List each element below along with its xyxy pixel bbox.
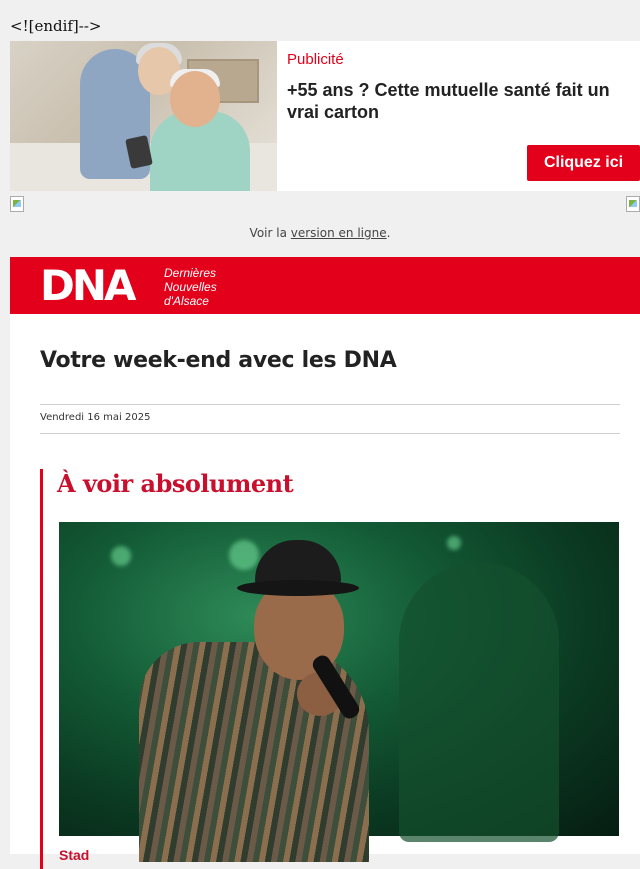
ad-body bbox=[277, 41, 640, 191]
next-item-label[interactable]: Stad bbox=[59, 847, 90, 863]
ad-banner[interactable] bbox=[10, 41, 640, 191]
logo-line-2: Nouvelles bbox=[164, 280, 217, 294]
divider bbox=[40, 404, 620, 405]
ad-image[interactable] bbox=[10, 41, 277, 191]
broken-image-icon bbox=[626, 196, 640, 212]
raw-html-comment: <![endif]--> bbox=[10, 17, 102, 35]
view-online-prefix: Voir la bbox=[249, 226, 287, 240]
newsletter-date: Vendredi 16 mai 2025 bbox=[40, 412, 151, 423]
view-online-link[interactable]: version en ligne bbox=[290, 226, 387, 240]
logo-wordmark bbox=[164, 266, 217, 308]
newsletter-title: Votre week-end avec les DNA bbox=[40, 348, 397, 373]
logo-mark: DNA bbox=[40, 261, 134, 310]
ad-title[interactable]: +55 ans ? Cette mutuelle santé fait un vrai carton bbox=[287, 80, 610, 122]
hero-image-singer[interactable] bbox=[59, 522, 619, 836]
divider bbox=[40, 433, 620, 434]
ad-label: Publicité bbox=[287, 51, 344, 68]
section-title: À voir absolument bbox=[57, 469, 294, 498]
broken-image-icon bbox=[10, 196, 24, 212]
view-online-suffix: . bbox=[386, 226, 391, 240]
newsletter-content bbox=[10, 314, 640, 863]
ad-cta-button[interactable]: Cliquez ici bbox=[527, 145, 640, 181]
logo-line-3: d'Alsace bbox=[164, 294, 209, 308]
view-online-line bbox=[0, 226, 640, 240]
brand-header bbox=[10, 257, 640, 314]
featured-section bbox=[40, 469, 620, 869]
logo-line-1: Dernières bbox=[164, 266, 217, 280]
